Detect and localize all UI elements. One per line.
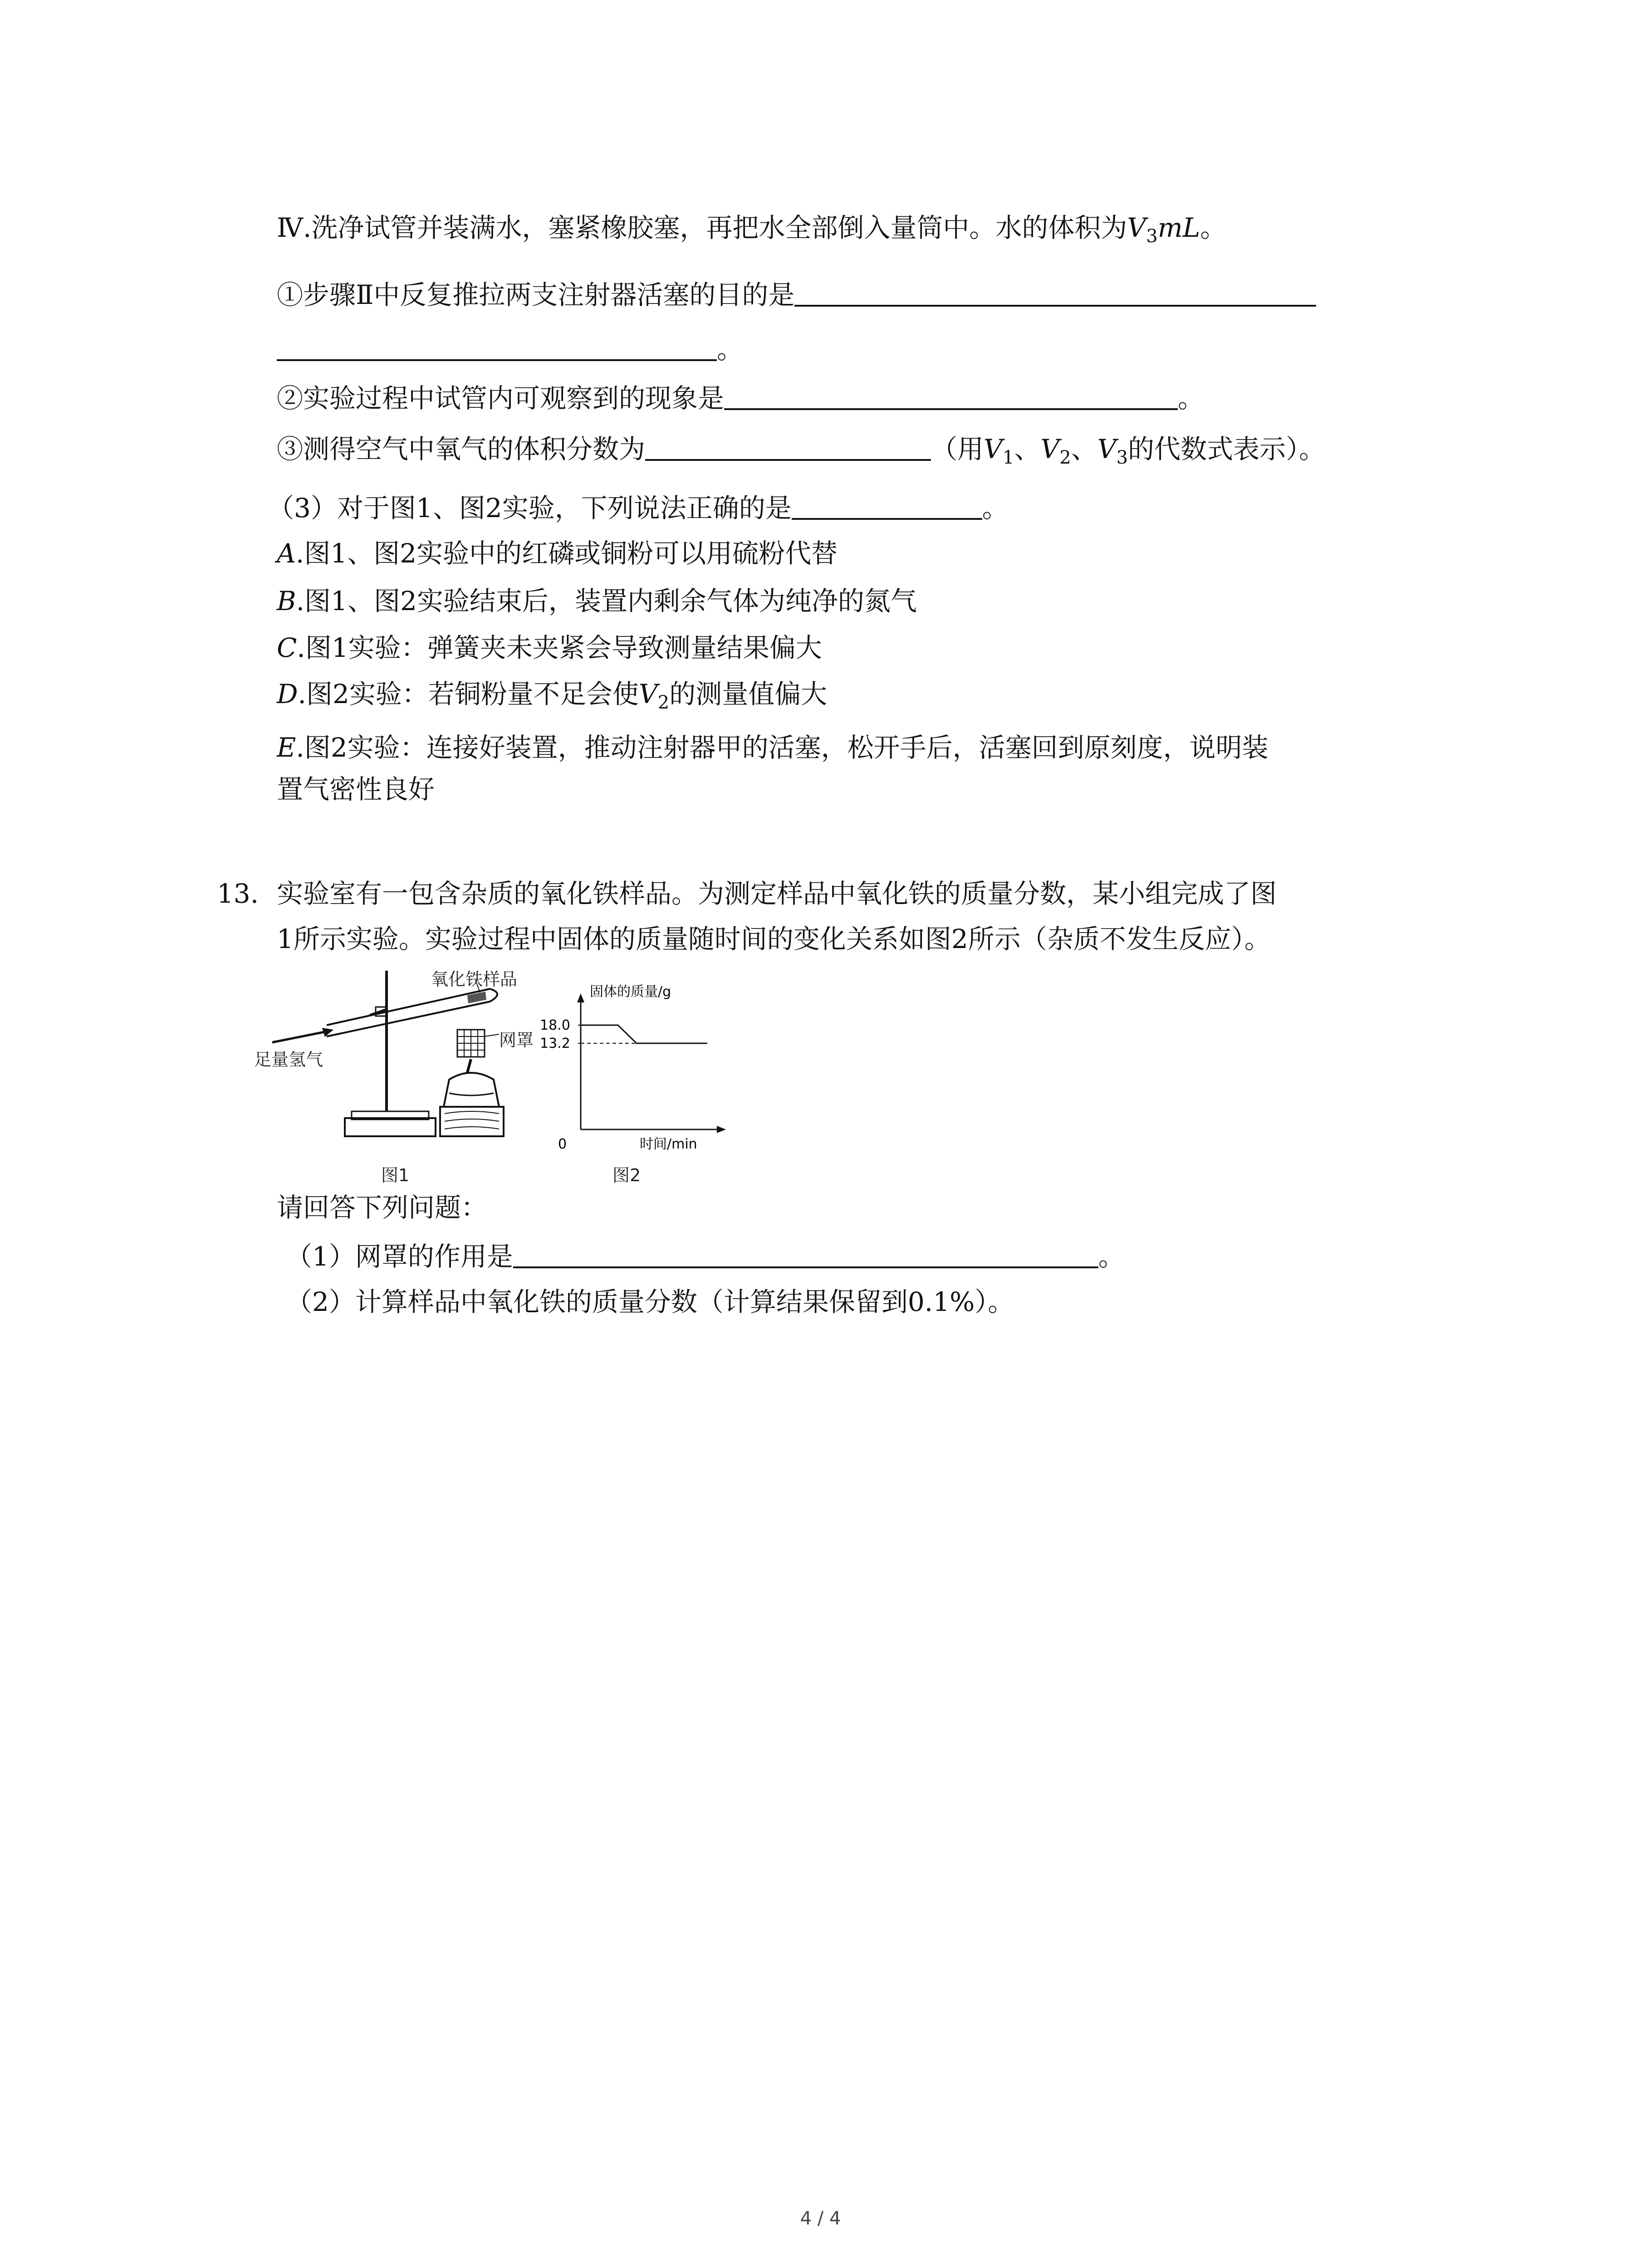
option-d: D.图2实验：若铜粉量不足会使$V_2$的测量值偏大 bbox=[277, 679, 828, 713]
figure-1-caption: 图1 bbox=[381, 1165, 410, 1185]
question-13-part2: （2）计算样品中氧化铁的质量分数（计算结果保留到0.1%）。 bbox=[286, 1286, 1014, 1317]
part-3-question: （3）对于图1、图2实验，下列说法正确的是 。 bbox=[268, 490, 1009, 526]
answer-blank-part3[interactable] bbox=[792, 491, 982, 520]
label-gauze: 网罩 bbox=[499, 1030, 534, 1050]
answer-blank-1b[interactable] bbox=[277, 332, 717, 361]
page-number: 4 / 4 bbox=[800, 2208, 841, 2229]
sub-question-3: ③测得空气中氧气的体积分数为 （用$V_1$、$V_2$、$V_3$的代数式表示）。 bbox=[277, 431, 1325, 467]
question-13-prompt: 请回答下列问题： bbox=[277, 1192, 488, 1223]
question-13-number: 13. bbox=[217, 878, 259, 909]
question-13-line1: 实验室有一包含杂质的氧化铁样品。为测定样品中氧化铁的质量分数，某小组完成了图 bbox=[277, 878, 1277, 909]
answer-blank-2[interactable] bbox=[724, 381, 1178, 410]
figure-2-chart bbox=[531, 980, 740, 1152]
mass-time-chart bbox=[531, 980, 740, 1152]
y-axis-arrow bbox=[577, 993, 584, 1002]
option-c: C.图1实验：弹簧夹未夹紧会导致测量结果偏大 bbox=[277, 632, 822, 663]
mass-series-line bbox=[581, 1025, 707, 1043]
y-axis-label: 固体的质量/g bbox=[590, 984, 671, 1000]
option-e: E.图2实验：连接好装置，推动注射器甲的活塞，松开手后，活塞回到原刻度，说明装 bbox=[277, 732, 1269, 763]
question-13-part1: （1）网罩的作用是 。 bbox=[286, 1238, 1125, 1275]
option-e-cont: 置气密性良好 bbox=[277, 774, 435, 805]
label-sample: 氧化铁样品 bbox=[431, 969, 518, 989]
sub-question-2: ②实验过程中试管内可观察到的现象是 。 bbox=[277, 380, 1204, 416]
answer-blank-3[interactable] bbox=[645, 432, 931, 461]
sub-question-1: ①步骤Ⅱ中反复推拉两支注射器活塞的目的是 bbox=[277, 277, 1316, 313]
x-axis-label: 时间/min bbox=[640, 1136, 697, 1152]
option-b: B.图1、图2实验结束后，装置内剩余气体为纯净的氮气 bbox=[277, 586, 917, 616]
sub-question-1-cont: 。 bbox=[277, 331, 743, 367]
label-hydrogen: 足量氢气 bbox=[254, 1050, 323, 1070]
question-13-line2: 1所示实验。实验过程中固体的质量随时间的变化关系如图2所示（杂质不发生反应）。 bbox=[277, 924, 1271, 954]
step-4-text: Ⅳ.洗净试管并装满水，塞紧橡胶塞，再把水全部倒入量筒中。水的体积为$V_3mL$。 bbox=[277, 212, 1227, 247]
origin-label: 0 bbox=[558, 1136, 567, 1152]
x-axis-arrow bbox=[717, 1126, 726, 1133]
option-a: A.图1、图2实验中的红磷或铜粉可以用硫粉代替 bbox=[277, 538, 838, 569]
answer-blank-1a[interactable] bbox=[794, 278, 1316, 307]
figure-2-caption: 图2 bbox=[612, 1165, 641, 1185]
y-tick-label: 18.0 bbox=[540, 1017, 570, 1033]
answer-blank-13-1[interactable] bbox=[513, 1239, 1098, 1268]
y-tick-label: 13.2 bbox=[540, 1036, 570, 1051]
